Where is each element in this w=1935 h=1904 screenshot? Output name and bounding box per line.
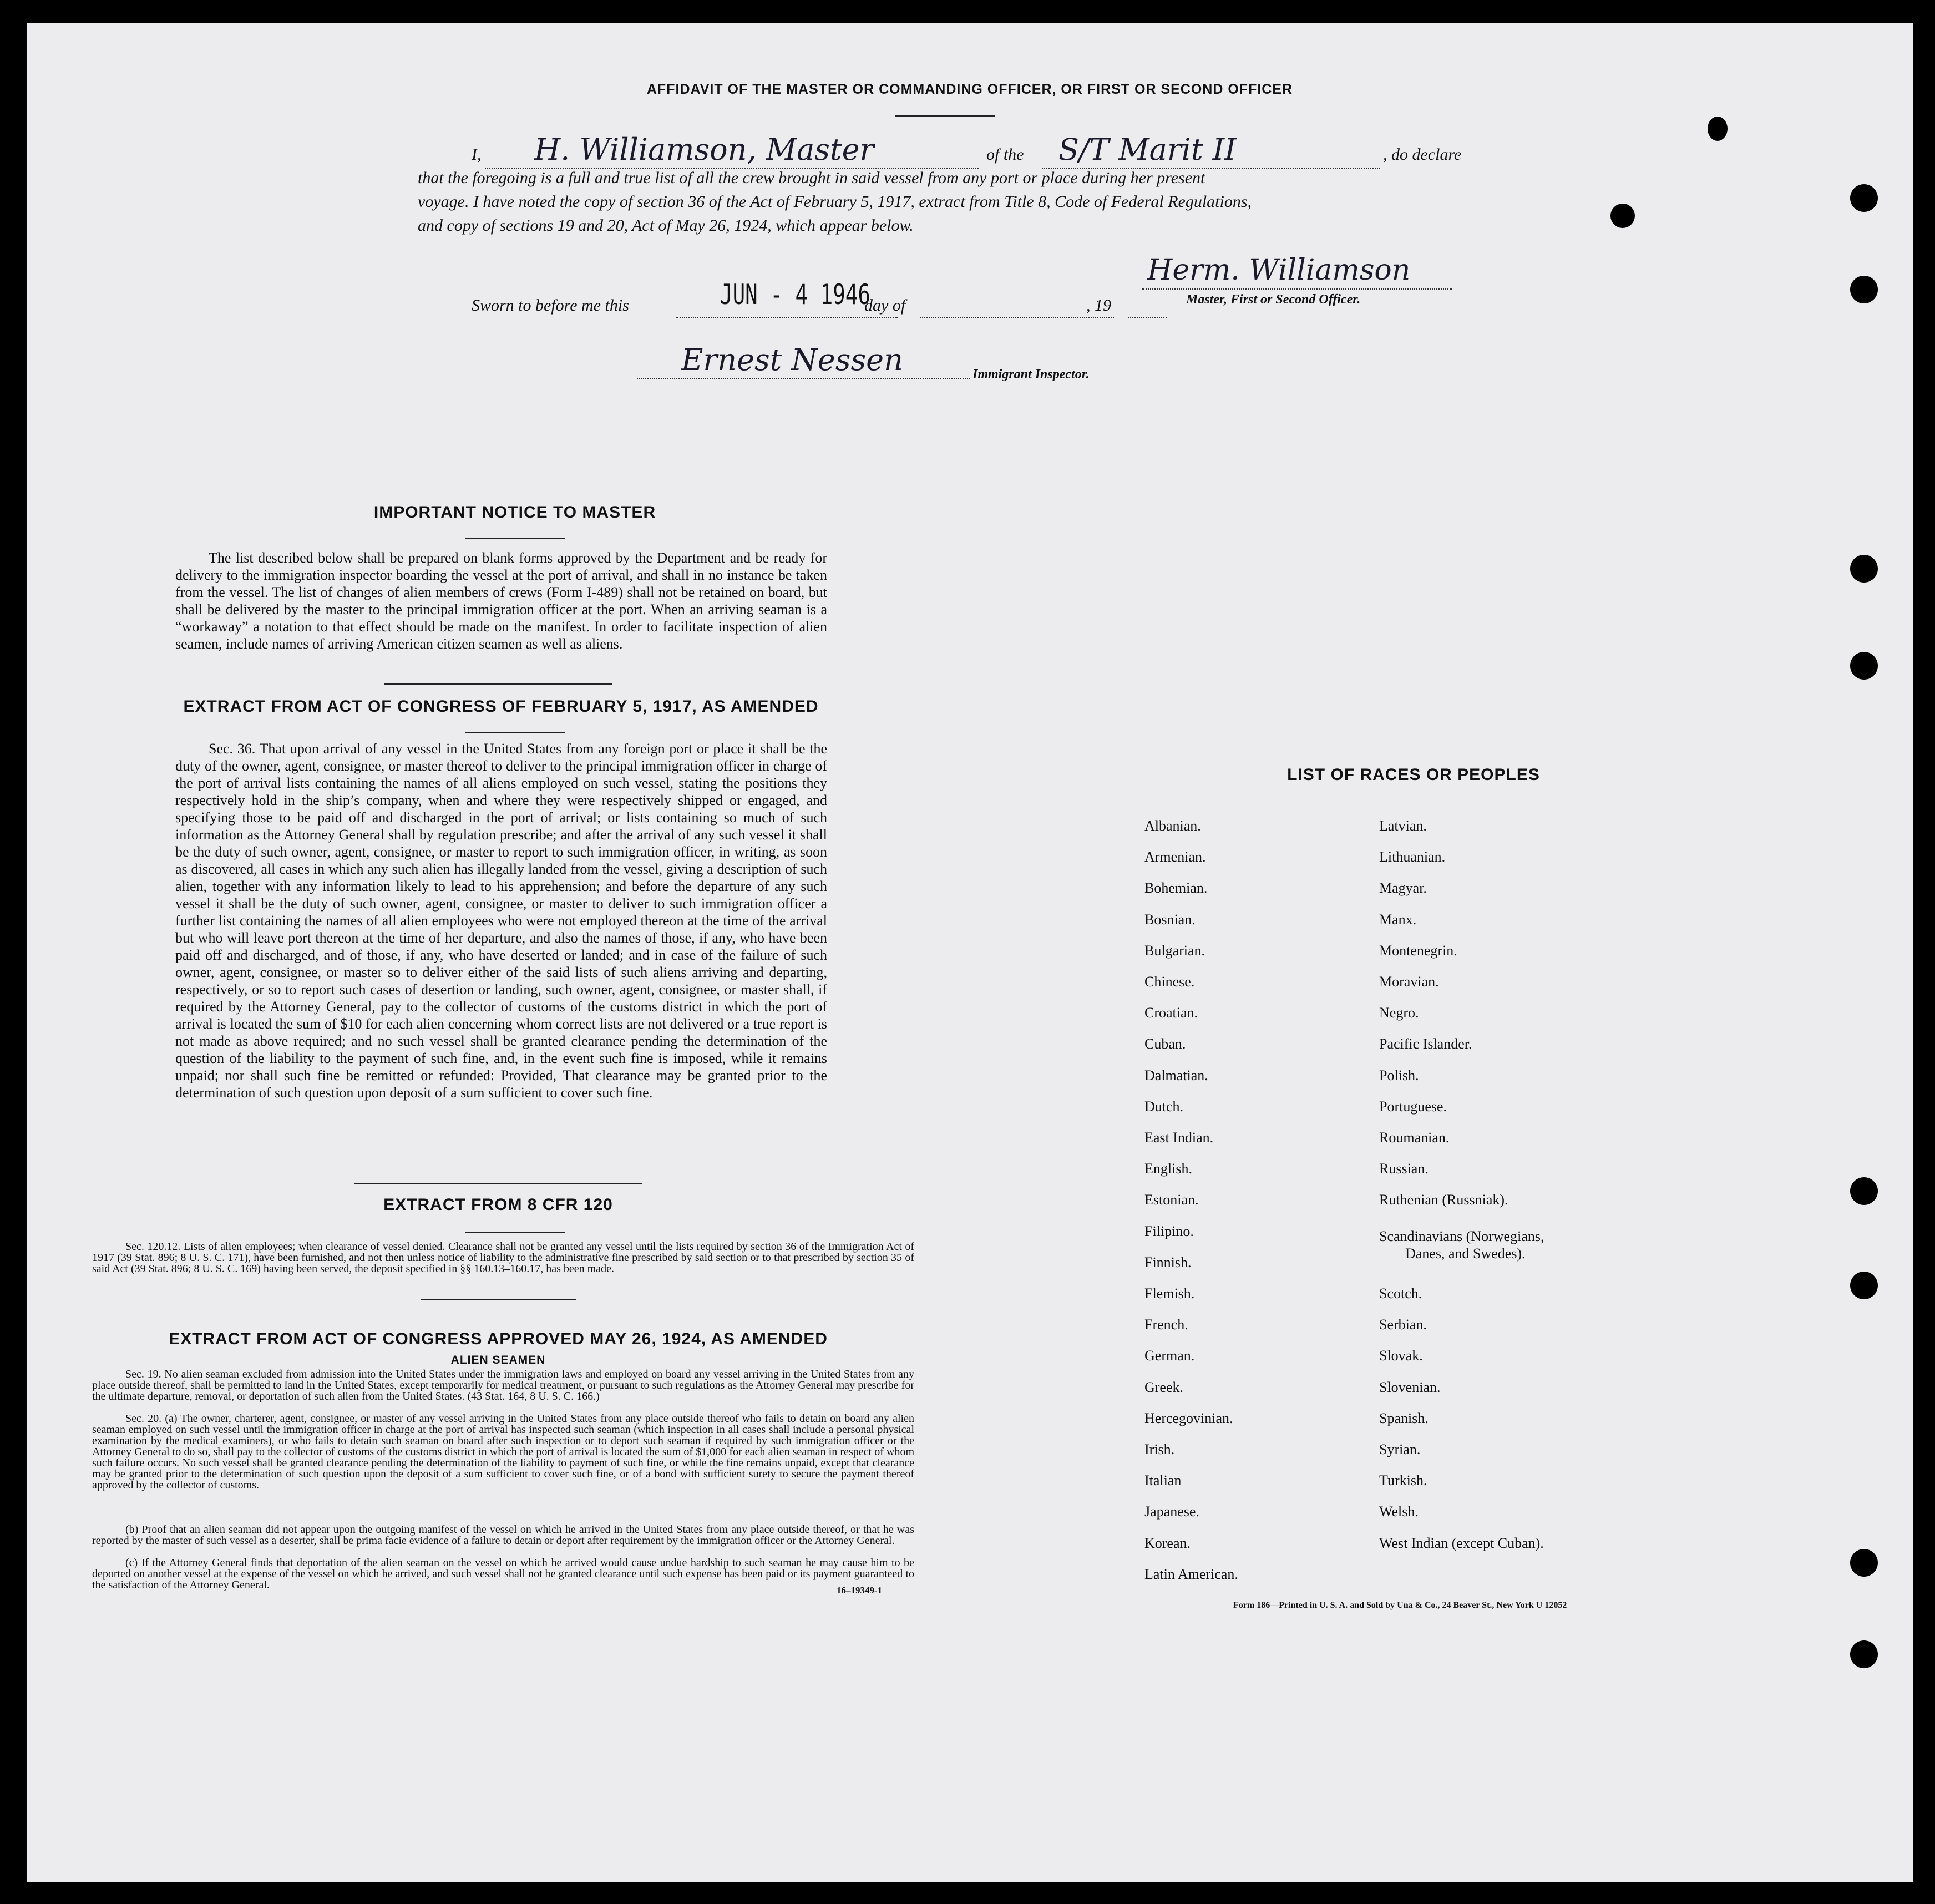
notice-body: The list described below shall be prepared on blank forms approved by the Department and be ready for delivery to the immigration inspector boarding the vessel at the port of arrival, and shall in no instance be taken from the vessel. The list of changes of alien members of crews (Form I-489) shall not be retained on board, but shall be delivered by the master to the principal immigration officer at the port. When an arriving seaman is a “workaway” a notation to that effect should be made on the manifest. In order to facilitate inspection of alien seamen, include names of arriving American citizen seamen as well as aliens. [175,550,827,652]
race-item: Irish. [1144,1441,1175,1457]
affidavit-line-4: and copy of sections 19 and 20, Act of May 26, 1924, which appear below. [418,216,914,235]
race-item: Pacific Islander. [1379,1036,1472,1052]
affidavit-title: AFFIDAVIT OF THE MASTER OR COMMANDING OFFICER, OR FIRST OR SECOND OFFICER [646,82,1293,97]
race-item: Scotch. [1379,1285,1422,1302]
race-item: Scandinavians (Norwegians, [1379,1228,1544,1244]
race-item: Magyar. [1379,880,1427,896]
race-item: East Indian. [1144,1130,1214,1146]
race-item: Cuban. [1144,1036,1186,1052]
extract-1924-title: EXTRACT FROM ACT OF CONGRESS APPROVED MAY 26, 1924, AS AMENDED [169,1330,828,1348]
punch-hole [1850,184,1878,212]
extract-1917-rule [465,732,565,733]
sworn-date-line [676,317,898,318]
race-item: Welsh. [1379,1503,1419,1520]
inspector-signature: Ernest Nessen [681,342,903,377]
race-item: Slovenian. [1379,1379,1441,1395]
race-item: Dalmatian. [1144,1067,1208,1083]
extract-1917-body: Sec. 36. That upon arrival of any vessel in the United States from any foreign port or place it shall be the duty of the owner, agent, consignee, or master thereof to deliver to the principal immigration officer in charge of the port of arrival lists containing the names of all aliens employed on such vessel, stating the positions they respectively hold in the ship’s company, when and where they were respectively shipped or engaged, and specifying those to be paid off and discharged in the port of arrival; or lists containing so much of such information as the Attorney General shall by regulation prescribe; and after the arrival of any such vessel it shall be the duty of such owner, agent, consignee, or master to report to such immigration officer, in writing, as soon as discovered, all cases in which any such alien has illegally landed from the vessel, giving a description of such alien, together with any information likely to lead to his apprehension; and before the departure of any such vessel it shall be the duty of such owner, agent, consignee, or master to deliver to such immigration officer a further list containing the names of all alien employees who were not employed thereon at the time of the arrival but who will leave port thereon at the time of her departure, and also the names of those, if any, who have been paid off and discharged, and of those, if any, who have deserted or landed; and in case of the failure of such owner, agent, consignee, or master so to deliver either of the said lists of such aliens arriving and departing, respectively, or so to report such cases of desertion or landing, such owner, agent, consignee, or master shall, if required by the Attorney General, pay to the collector of customs of the customs district in which the port of arrival is located the sum of $10 for each alien concerning whom correct lists are not delivered or a true report is not made as above required; and no such vessel shall be granted clearance pending the determination of the question of the liability to the payment of such fine, and, in the event such fine is imposed, while it remains unpaid; nor shall such fine be remitted or refunded: Provided, That clearance may be granted prior to the determination of such question upon deposit of a sum sufficient to cover such fine. [175,741,827,1101]
race-item: Korean. [1144,1535,1191,1551]
race-item: Spanish. [1379,1410,1429,1426]
sec-19: Sec. 19. No alien seaman excluded from admission into the United States under the immigration laws and employed on board any vessel arriving in the United States from any place outside thereof, shall be permitted to land in the United States, except temporarily for medical treatment, or pursuant to such regulations as the Attorney General may prescribe for the ultimate departure, removal, or deportation of such alien from the United States. (43 Stat. 164, 8 U. S. C. 166.) [92,1368,914,1402]
race-item: West Indian (except Cuban). [1379,1535,1544,1551]
doc-number: 16–19349-1 [837,1585,883,1596]
race-item: Negro. [1379,1005,1419,1021]
race-item: Polish. [1379,1067,1419,1083]
i-label: I, [472,145,482,164]
sec-20b: (b) Proof that an alien seaman did not appear upon the outgoing manifest of the vessel on which he arrived in the United States from any place outside thereof, or that he was reported by the master of such vessel as a deserter, shall be prima facie evidence of a failure to detain or deport after requirement by the immigration officer or the Attorney General. [92,1523,914,1547]
race-item: Latvian. [1379,818,1427,834]
form-footer: Form 186—Printed in U. S. A. and Sold by Una & Co., 24 Beaver St., New York U 12052 [1233,1601,1567,1610]
race-item: Italian [1144,1472,1182,1488]
race-item: Danes, and Swedes). [1405,1245,1526,1262]
punch-hole [1850,276,1878,303]
race-item: Manx. [1379,912,1417,928]
race-item: Flemish. [1144,1285,1195,1302]
master-signature: Herm. Williamson [1147,254,1411,287]
cfr-body: Sec. 120.12. Lists of alien employees; when clearance of vessel denied. Clearance shall not be granted any vessel until the lists required by section 36 of the Immigration Act of 1917 (39 Stat. 896; 8 U. S. C. 171), have been furnished, and not then unless notice of liability to the administrative fine prescribed by said section or to that prescribed by section 35 of said Act (39 Stat. 896; 8 U. S. C. 169) having been served, the deposit specified in §§ 160.13–160.17, has been made. [92,1240,914,1275]
race-item: Greek. [1144,1379,1184,1395]
form-page [27,23,1913,1882]
cfr-end-rule [421,1299,576,1300]
race-item: Bohemian. [1144,880,1208,896]
race-item: Montenegrin. [1379,943,1457,959]
race-item: English. [1144,1161,1192,1177]
race-item: Moravian. [1379,974,1439,990]
sworn-label: Sworn to before me this [472,296,629,315]
race-item: Bosnian. [1144,912,1196,928]
inspector-caption: Immigrant Inspector. [972,367,1090,382]
extract-1917-title: EXTRACT FROM ACT OF CONGRESS OF FEBRUARY 5, 1917, AS AMENDED [183,697,819,716]
extract-1924-subtitle: ALIEN SEAMEN [450,1354,546,1366]
extract-1917-end-rule [354,1183,642,1184]
punch-hole [1850,555,1878,583]
cfr-title: EXTRACT FROM 8 CFR 120 [383,1196,613,1214]
signature-line [1142,288,1452,290]
cfr-rule [465,1232,565,1233]
vessel-name-handwritten: S/T Marit II [1058,132,1237,167]
affidavit-line-3: voyage. I have noted the copy of section 36 of the Act of February 5, 1917, extract from Title 8, Code of Federal Regulations, [418,193,1252,211]
race-item: German. [1144,1348,1195,1364]
do-declare-label: , do declare [1383,145,1462,164]
sec-20a: Sec. 20. (a) The owner, charterer, agent, consignee, or master of any vessel arriving in the United States from any place outside thereof who fails to detain on board any alien seaman employed on such vessel until the immigration officer in charge at the port of arrival has inspected such seaman (which inspection in all cases shall include a personal physical examination by the medical examiners), or who fails to detain such seaman on board after such inspection or to deport such seaman if required by such immigration officer or the Attorney General to do so, shall pay to the collector of customs of the customs district in which the port of arrival is located the sum of $1,000 for each alien seaman in respect of whom such failure occurs. No such vessel shall be granted clearance pending the determination of the liability to payment of such fine, or while the fine remains unpaid, except that clearance may be granted prior to the determination of such question upon the deposit of a sum sufficient to cover such fine, or of a bond with sufficient surety to secure the payment thereof approved by the collector of customs. [92,1412,914,1491]
date-stamp: JUN - 4 1946 [720,278,870,311]
notice-end-rule [384,683,612,685]
day-of-label: day of [864,296,906,315]
punch-hole [1708,117,1728,141]
race-item: Roumanian. [1379,1130,1450,1146]
punch-hole [1850,1640,1878,1668]
year-prefix: , 19 [1086,296,1111,315]
punch-hole [1610,204,1635,228]
race-item: Filipino. [1144,1223,1194,1239]
notice-title: IMPORTANT NOTICE TO MASTER [373,503,656,521]
affidavit-line-2: that the foregoing is a full and true list of all the crew brought in said vessel from any port or place during her present [418,169,1205,187]
race-item: Albanian. [1144,818,1201,834]
race-item: Armenian. [1144,849,1206,865]
year-line [1128,317,1167,318]
race-item: Latin American. [1144,1566,1238,1582]
race-item: French. [1144,1316,1188,1333]
signature-caption: Master, First or Second Officer. [1186,292,1361,307]
punch-hole [1850,1549,1878,1577]
race-item: Turkish. [1379,1472,1427,1488]
month-line [920,317,1114,318]
race-item: Syrian. [1379,1441,1421,1457]
inspector-line [637,378,970,379]
notice-rule [465,538,565,539]
race-item: Dutch. [1144,1098,1184,1115]
punch-hole [1850,652,1878,680]
sec-20c: (c) If the Attorney General finds that deportation of the alien seaman on the vessel on which he arrived would cause undue hardship to such seaman he may cause him to be deported on another vessel at the expense of the vessel on which he arrived, and such vessel shall not be granted clearance until such expense has been paid or its payment guaranteed to the satisfaction of the Attorney General. [92,1557,914,1591]
race-item: Japanese. [1144,1503,1199,1520]
race-item: Slovak. [1379,1348,1423,1364]
race-item: Hercegovinian. [1144,1410,1233,1426]
punch-hole [1850,1177,1878,1205]
punch-hole [1850,1272,1878,1299]
race-item: Ruthenian (Russniak). [1379,1192,1508,1208]
race-item: Portuguese. [1379,1098,1447,1115]
race-item: Russian. [1379,1161,1429,1177]
races-title: LIST OF RACES OR PEOPLES [1287,766,1540,784]
race-item: Croatian. [1144,1005,1198,1021]
race-item: Finnish. [1144,1254,1192,1270]
race-item: Lithuanian. [1379,849,1446,865]
title-rule [895,115,995,117]
race-item: Estonian. [1144,1192,1199,1208]
race-item: Chinese. [1144,974,1195,990]
race-item: Bulgarian. [1144,943,1205,959]
master-name-handwritten: H. Williamson, Master [534,132,874,167]
race-item: Serbian. [1379,1316,1427,1333]
of-the-label: of the [986,145,1024,164]
